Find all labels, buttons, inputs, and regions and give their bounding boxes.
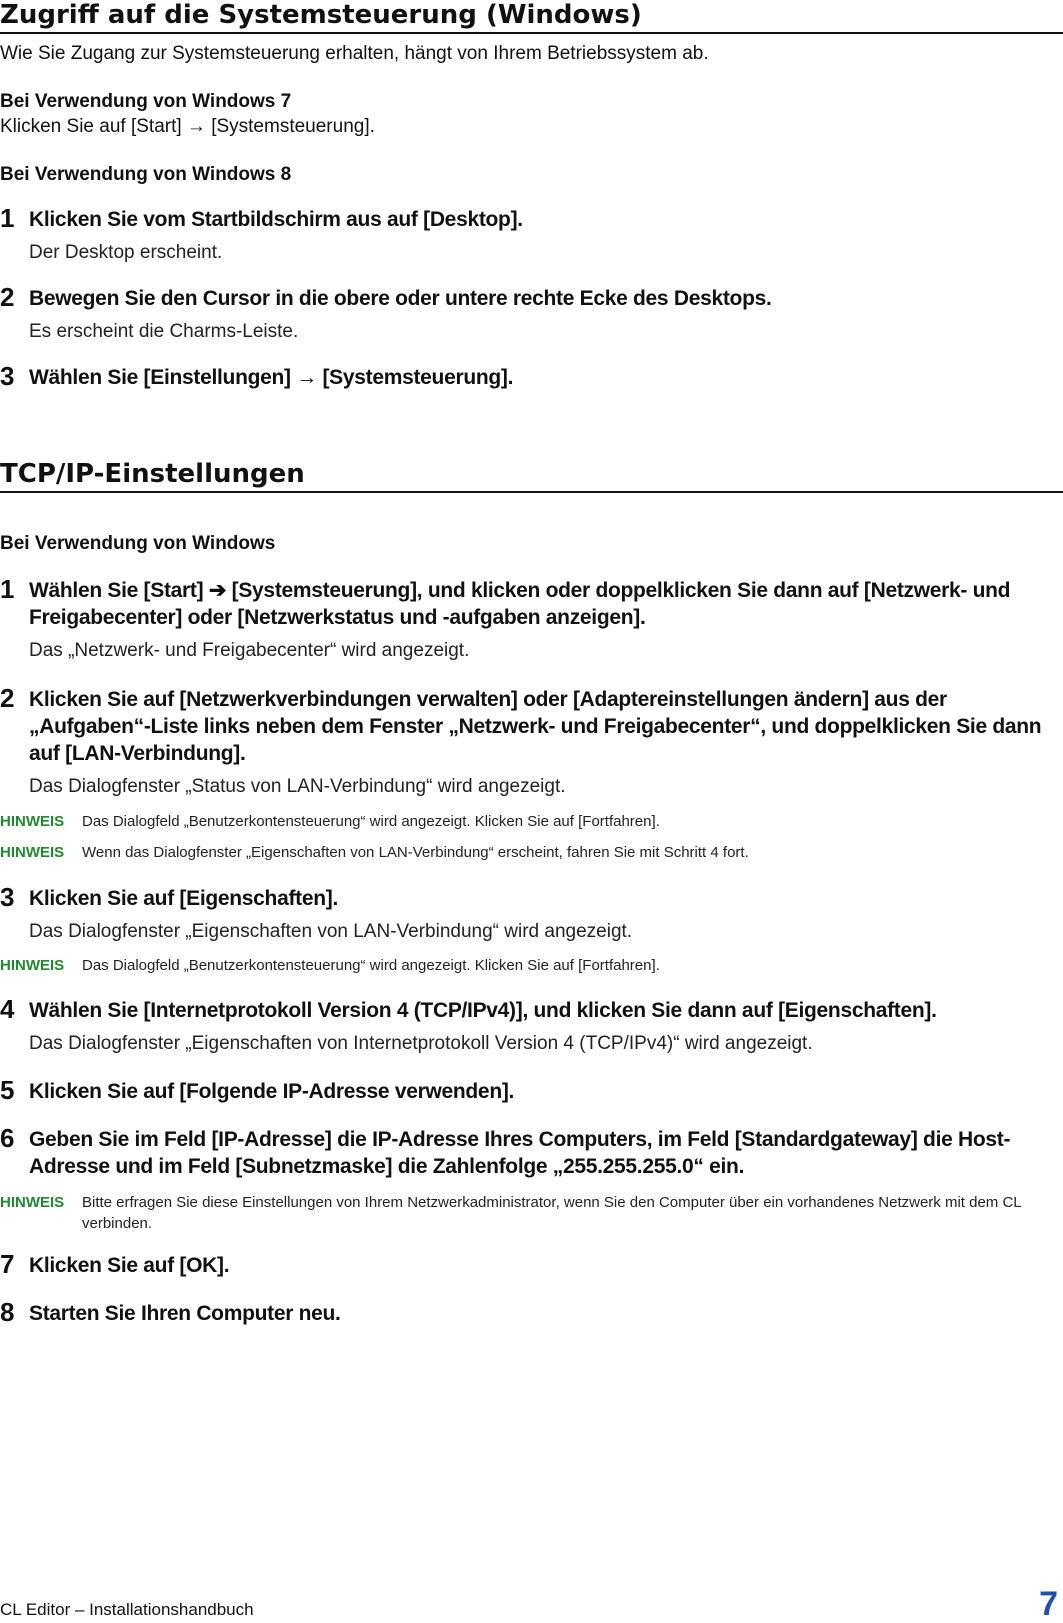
win7-text: Klicken Sie auf [Start] → [Systemsteuerung].: [0, 116, 375, 137]
step-title: Klicken Sie auf [OK].: [29, 1254, 230, 1277]
page-number: 7: [1039, 1585, 1058, 1623]
note-label: HINWEIS: [0, 844, 65, 861]
step-number: 1: [0, 203, 15, 233]
step-number: 3: [0, 882, 15, 912]
step-title: Klicken Sie vom Startbildschirm aus auf [Desktop].: [29, 208, 523, 231]
note-label: HINWEIS: [0, 1194, 65, 1211]
win8-heading: Bei Verwendung von Windows 8: [0, 164, 292, 185]
step-description: Der Desktop erscheint.: [29, 242, 223, 263]
step-number: 2: [0, 282, 15, 312]
step-title: Geben Sie im Feld [IP-Adresse] die IP-Adresse Ihres Computers, im Feld [Standardgateway] die Host-Adresse und im Feld [Subnetzmaske] die Zahlenfolge „255.255.255.0“ ein.: [29, 1128, 1011, 1178]
step-title: Wählen Sie [Einstellungen] → [Systemsteuerung].: [29, 366, 514, 389]
step-number: 3: [0, 361, 15, 391]
step-description: Das Dialogfenster „Eigenschaften von LAN-Verbindung“ wird angezeigt.: [29, 921, 633, 942]
intro-text: Wie Sie Zugang zur Systemsteuerung erhalten, hängt von Ihrem Betriebssystem ab.: [0, 43, 709, 64]
step-description: Das Dialogfenster „Eigenschaften von Internetprotokoll Version 4 (TCP/IPv4)“ wird angezeigt.: [29, 1033, 813, 1054]
step-description: Es erscheint die Charms-Leiste.: [29, 321, 299, 342]
step-number: 1: [0, 574, 15, 604]
note-text: Das Dialogfeld „Benutzerkontensteuerung“ wird angezeigt. Klicken Sie auf [Fortfahren].: [82, 813, 660, 830]
step-number: 7: [0, 1249, 15, 1279]
step-number: 4: [0, 994, 15, 1024]
step-title: Klicken Sie auf [Folgende IP-Adresse verwenden].: [29, 1080, 515, 1103]
footer-title: CL Editor – Installationshandbuch: [0, 1600, 254, 1619]
step-description: Das „Netzwerk- und Freigabecenter“ wird angezeigt.: [29, 640, 470, 661]
step-title: Klicken Sie auf [Eigenschaften].: [29, 887, 338, 910]
note-text: Bitte erfragen Sie diese Einstellungen von Ihrem Netzwerkadministrator, wenn Sie den Computer über ein vorhandenes Netzwerk mit dem CL verbinden.: [82, 1194, 1022, 1232]
section-heading-control-panel: Zugriff auf die Systemsteuerung (Windows): [0, 0, 1063, 34]
step-title: Wählen Sie [Start] ➔ [Systemsteuerung], und klicken oder doppelklicken Sie dann auf [Netzwerk- und Freigabecenter] oder [Netzwerkstatus und -aufgaben anzeigen].: [29, 579, 1011, 629]
step-title: Bewegen Sie den Cursor in die obere oder untere rechte Ecke des Desktops.: [29, 287, 772, 310]
step-number: 8: [0, 1297, 15, 1327]
note-text: Wenn das Dialogfenster „Eigenschaften von LAN-Verbindung“ erscheint, fahren Sie mit Schritt 4 fort.: [82, 844, 749, 861]
section-heading-tcpip: TCP/IP-Einstellungen: [0, 459, 1063, 493]
step-number: 5: [0, 1075, 15, 1105]
win7-heading: Bei Verwendung von Windows 7: [0, 91, 292, 112]
note-label: HINWEIS: [0, 813, 65, 830]
step-title: Wählen Sie [Internetprotokoll Version 4 (TCP/IPv4)], und klicken Sie dann auf [Eigenschaften].: [29, 999, 937, 1022]
step-number: 6: [0, 1123, 15, 1153]
step-title: Starten Sie Ihren Computer neu.: [29, 1302, 341, 1325]
note-label: HINWEIS: [0, 957, 65, 974]
note-text: Das Dialogfeld „Benutzerkontensteuerung“ wird angezeigt. Klicken Sie auf [Fortfahren].: [82, 957, 660, 974]
windows-heading: Bei Verwendung von Windows: [0, 533, 276, 554]
step-number: 2: [0, 683, 15, 713]
step-title: Klicken Sie auf [Netzwerkverbindungen verwalten] oder [Adaptereinstellungen ändern] aus der „Aufgaben“-Liste links neben dem Fenster „Netzwerk- und Freigabecenter“, und doppelklicken Sie dann auf [LAN-Verbindung].: [29, 688, 1042, 765]
step-description: Das Dialogfenster „Status von LAN-Verbindung“ wird angezeigt.: [29, 776, 566, 797]
